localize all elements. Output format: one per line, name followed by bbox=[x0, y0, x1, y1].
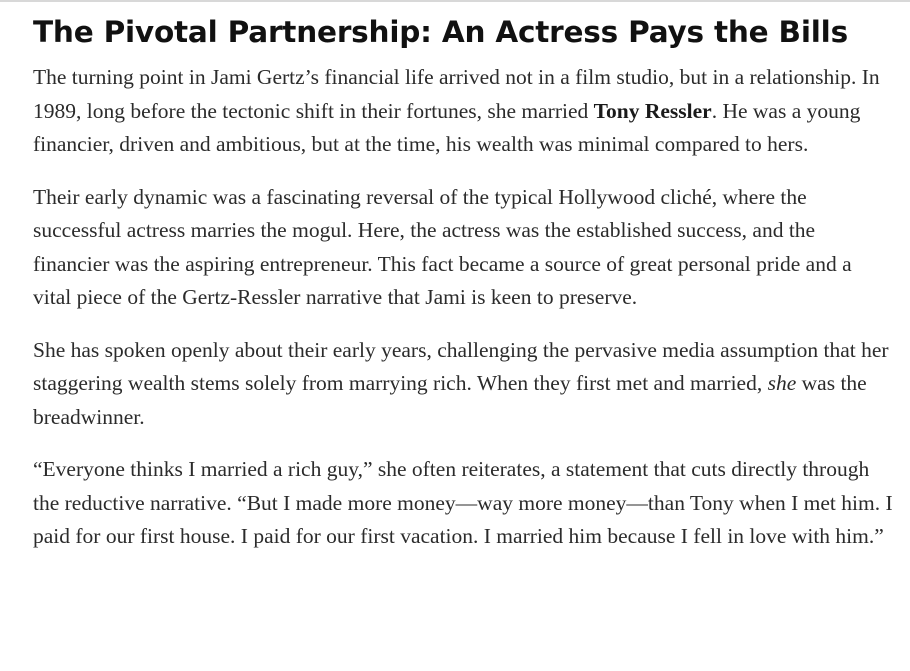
article-body bbox=[33, 14, 893, 573]
paragraph-4-quote: “Everyone thinks I married a rich guy,” she often reiterates, a statement that cuts directly through the reductive narrative. “But I made more money—way more money—than Tony when I met him. I paid for our first house. I paid for our first vacation. I married him because I fell in love with him.” bbox=[33, 457, 893, 548]
paragraph-2: Their early dynamic was a fascinating reversal of the typical Hollywood cliché, where the successful actress marries the mogul. Here, the actress was the established success, and the financier was the aspiring entrepreneur. This fact became a source of great personal pride and a vital piece of the Gertz-Ressler narrative that Jami is keen to preserve. bbox=[33, 184, 852, 309]
emphasis-she: she bbox=[767, 371, 797, 395]
paragraph-3-text-start: She has spoken openly about their early years, challenging the pervasive media assumption that her staggering wealth stems solely from marrying rich. When they first met and married, bbox=[33, 337, 889, 395]
paragraph-3 bbox=[33, 334, 893, 435]
paragraph-1-text-start: The turning point in Jami Gertz’s financial life arrived not in a film studio, but in a relationship. In 1989, long before the tectonic shift in their fortunes, she married bbox=[33, 65, 880, 123]
paragraph-1-text-end: . He was a young financier, driven and ambitious, but at the time, his wealth was minimal compared to hers. bbox=[33, 98, 861, 156]
paragraph-3-text-end: was the breadwinner. bbox=[33, 371, 867, 429]
paragraph-1 bbox=[33, 61, 893, 162]
section-heading: The Pivotal Partnership: An Actress Pays the Bills bbox=[33, 15, 848, 49]
name-highlight-tony-ressler: Tony Ressler bbox=[593, 98, 712, 123]
